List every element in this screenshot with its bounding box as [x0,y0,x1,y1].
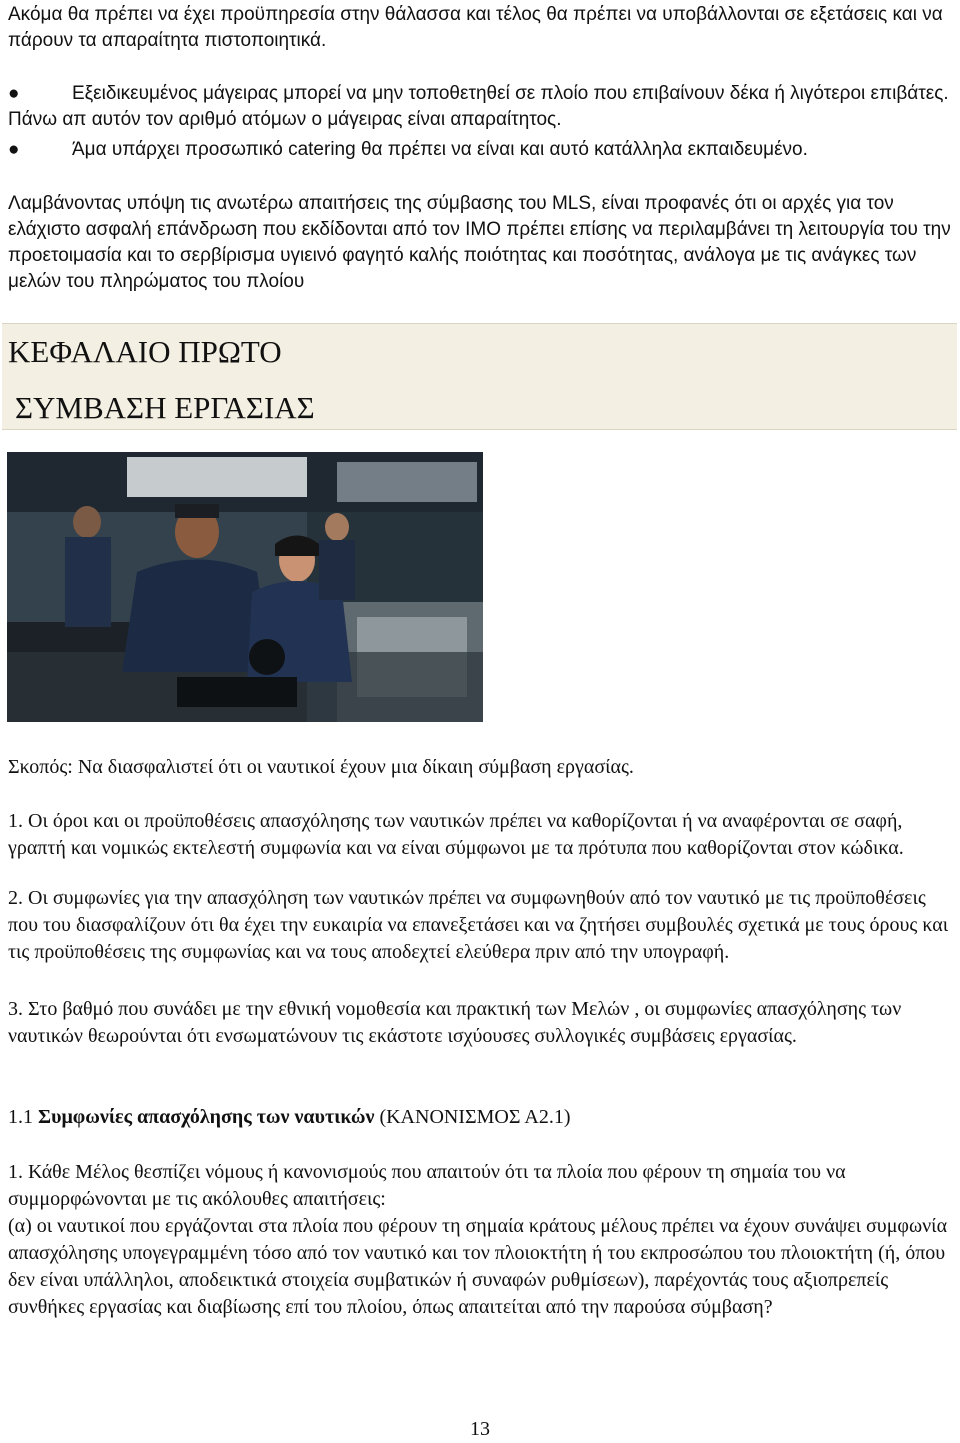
item-3: 3. Στο βαθμό που συνάδει με την εθνική νομοθεσία και πρακτική των Μελών , οι συμφωνίες απασχόλησης των ναυτικών θεωρούνται ότι ενσωματώνουν τις εκάστοτε ισχύουσες συλλογικές συμβάσεις εργασίας. [8,998,902,1047]
bullet-icon: ● [8,83,20,104]
section-ref: (ΚΑΝΟΝΙΣΜΟΣ Α2.1) [374,1106,571,1128]
photo-illustration [7,452,483,722]
chapter-heading-band [2,323,957,430]
chapter-title: ΚΕΦΑΛΑΙΟ ΠΡΩΤΟ [8,334,282,369]
bridge-crew-photo [7,452,483,722]
bullet-icon: ● [8,139,20,160]
rule-1: 1. Κάθε Μέλος θεσπίζει νόμους ή κανονισμούς που απαιτούν ότι τα πλοία που φέρουν τη σημαία του να συμμορφώνονται με τις ακόλουθες απαιτήσεις: [8,1161,846,1210]
intro-paragraph: Λαμβάνοντας υπόψη τις ανωτέρω απαιτήσεις της σύμβασης του MLS, είναι προφανές ότι οι αρχές για τον ελάχιστο ασφαλή επάνδρωση που εκδίδονται από τον IMO πρέπει επίσης να περιλαμβάνει τη λειτουργία του την προετοιμασία και το σερβίρισμα υγιεινό φαγητό καλής ποιότητας και ποσότητας, ανάλογα με τις ανάγκες των μελών του πληρώματος του πλοίου [8,193,951,292]
bullet-text: Άμα υπάρχει προσωπικό catering θα πρέπει να είναι και αυτό κατάλληλα εκπαιδευμένο. [72,139,808,160]
bullet-text: Εξειδικευμένος μάγειρας μπορεί να μην τοποθετηθεί σε πλοίο που επιβαίνουν δέκα ή λιγότεροι επιβάτες. Πάνω απ αυτόν τον αριθμό ατόμων ο μάγειρας είναι απαραίτητος. [8,83,949,130]
section-heading [8,1104,954,1131]
section-number: 1.1 [8,1106,38,1128]
page-number: 13 [470,1418,490,1440]
purpose-line: Σκοπός: Να διασφαλιστεί ότι οι ναυτικοί έχουν μια δίκαιη σύμβαση εργασίας. [8,756,634,778]
item-2: 2. Οι συμφωνίες για την απασχόληση των ναυτικών πρέπει να συμφωνηθούν από τον ναυτικό με τις προϋποθέσεις που του διασφαλίζουν ότι θα έχει την ευκαιρία να επανεξετάσει και να ζητήσει συμβουλές σχετικά με τους όρους και τις προϋποθέσεις της συμφωνίας και να τους αποδεχτεί ελεύθερα πριν από την υπογραφή. [8,887,949,963]
section-title: Συμφωνίες απασχόλησης των ναυτικών [38,1106,375,1128]
bullet-item-1 [8,81,954,133]
bullet-item-2 [8,137,954,163]
intro-line: Ακόμα θα πρέπει να έχει προϋπηρεσία στην θάλασσα και τέλος θα πρέπει να υποβάλλονται σε εξετάσεις και να πάρουν τα απαραίτητα πιστοποιητικά. [8,4,943,51]
chapter-subtitle: ΣΥΜΒΑΣΗ ΕΡΓΑΣΙΑΣ [15,390,315,425]
rule-1a: (α) οι ναυτικοί που εργάζονται στα πλοία που φέρουν τη σημαία κράτους μέλους πρέπει να έχουν συνάψει συμφωνία απασχόλησης υπογεγραμμένη τόσο από τον ναυτικό και τον πλοιοκτήτη ή του εκπροσώπου του πλοιοκτήτη (ή, όπου δεν είναι υπάλληλοι, αποδεικτικά στοιχεία συμβατικών ή συναφών ρυθμίσεων), παρέχοντάς τους αξιοπρεπείς συνθήκες εργασίας και διαβίωσης επί του πλοίου, όπως απαιτείται από την παρούσα σύμβαση? [8,1215,948,1318]
item-1: 1. Οι όροι και οι προϋποθέσεις απασχόλησης των ναυτικών πρέπει να καθορίζονται ή να αναφέρονται σε σαφή, γραπτή και νομικώς εκτελεστή συμφωνία και να είναι σύμφωνοι με τα πρότυπα που καθορίζονται στον κώδικα. [8,810,904,859]
